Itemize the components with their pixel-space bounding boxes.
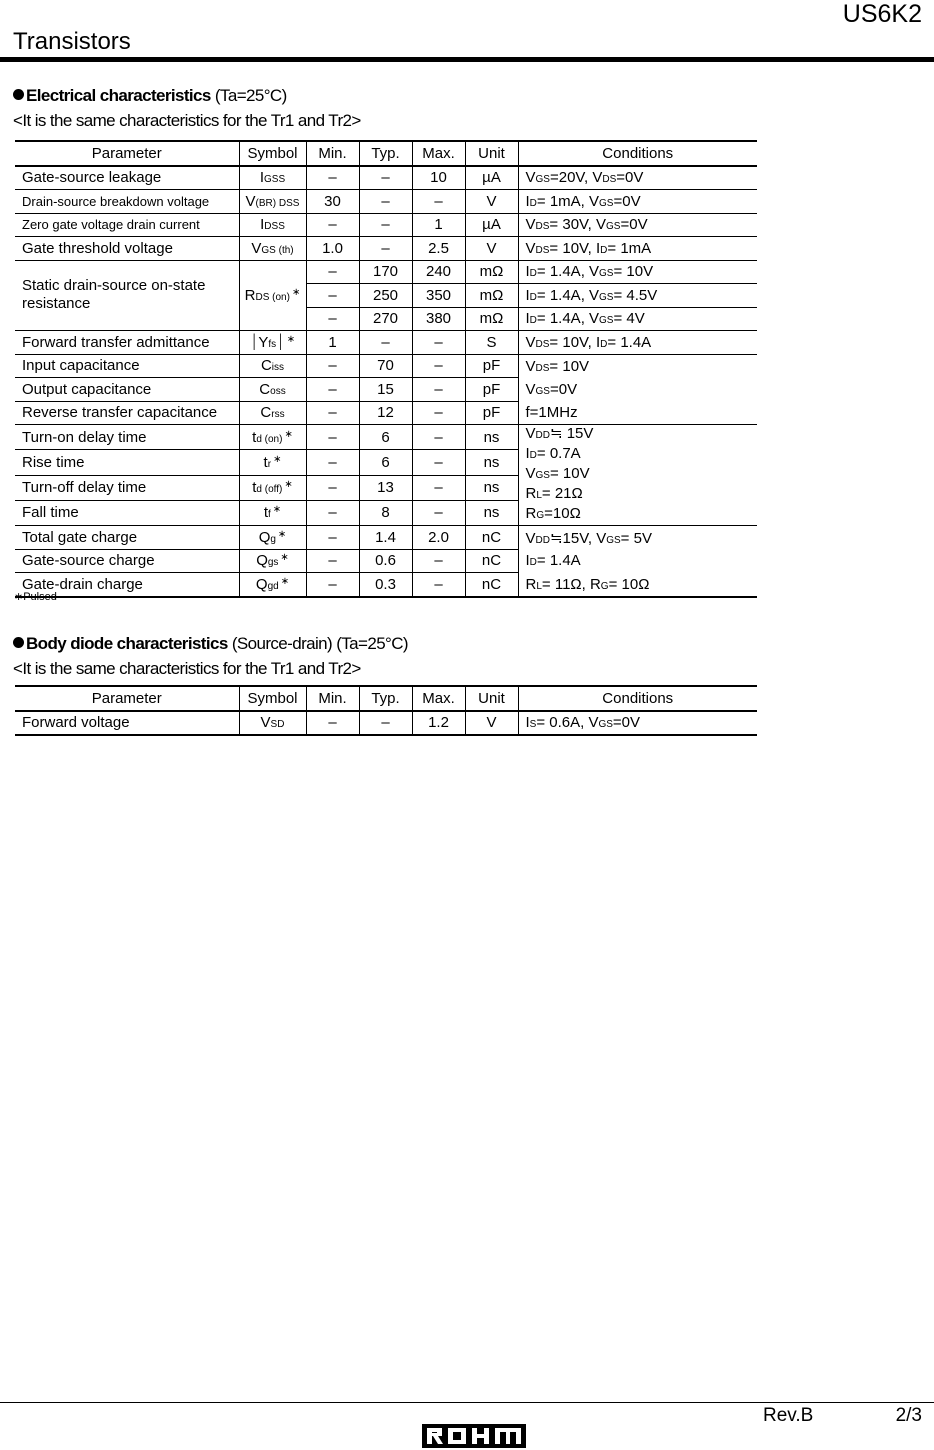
table-row: [15, 237, 757, 261]
unit-cell: mΩ: [465, 284, 518, 308]
max-cell: –: [412, 354, 465, 378]
symbol-cell: V(BR) DSS: [239, 190, 306, 214]
table-header-row: [15, 686, 757, 711]
conditions-cell: VDS= 10V, ID= 1.4A: [518, 331, 757, 355]
category-title: Transistors: [13, 28, 131, 55]
footer-rule: [0, 1402, 934, 1403]
conditions-cell: f=1MHz: [518, 401, 757, 425]
conditions-cell: ID= 1.4A: [518, 549, 757, 573]
min-cell: –: [306, 450, 359, 475]
typ-cell: 270: [359, 307, 412, 331]
max-cell: –: [412, 401, 465, 425]
max-cell: 2.0: [412, 526, 465, 550]
conditions-cell: VDD≒15V, VGS= 5V: [518, 526, 757, 550]
typ-cell: –: [359, 190, 412, 214]
param-cell: Total gate charge: [15, 526, 239, 550]
min-cell: –: [306, 378, 359, 402]
conditions-cell: VGS=0V: [518, 378, 757, 402]
min-cell: –: [306, 354, 359, 378]
min-cell: –: [306, 711, 359, 736]
param-cell: Forward transfer admittance: [15, 331, 239, 355]
revision-label: Rev.B: [763, 1405, 814, 1426]
table-row: [15, 331, 757, 355]
param-cell: Drain-source breakdown voltage: [15, 190, 239, 214]
unit-cell: ns: [465, 425, 518, 450]
column-header: Conditions: [518, 686, 757, 711]
max-cell: 10: [412, 166, 465, 190]
symbol-cell: VSD: [239, 711, 306, 736]
typ-cell: 0.6: [359, 549, 412, 573]
conditions-cell: ID= 1.4A, VGS= 10V: [518, 260, 757, 284]
unit-cell: µA: [465, 213, 518, 237]
electrical-section-title: Electrical characteristics (Ta=25°C): [13, 86, 287, 106]
symbol-cell: td (off) ∗: [239, 475, 306, 500]
table-row: [15, 425, 757, 450]
unit-cell: µA: [465, 166, 518, 190]
symbol-cell: Crss: [239, 401, 306, 425]
conditions-cell: IS= 0.6A, VGS=0V: [518, 711, 757, 736]
symbol-cell: Ciss: [239, 354, 306, 378]
column-header: Unit: [465, 141, 518, 166]
max-cell: –: [412, 331, 465, 355]
max-cell: 1: [412, 213, 465, 237]
max-cell: –: [412, 475, 465, 500]
max-cell: 380: [412, 307, 465, 331]
body-diode-table: [15, 685, 757, 736]
symbol-cell: tf ∗: [239, 500, 306, 525]
symbol-cell: ⏐Yfs⏐ ∗: [239, 331, 306, 355]
typ-cell: 250: [359, 284, 412, 308]
column-header: Typ.: [359, 141, 412, 166]
min-cell: –: [306, 284, 359, 308]
header-rule: [0, 57, 934, 62]
unit-cell: ns: [465, 500, 518, 525]
max-cell: 350: [412, 284, 465, 308]
max-cell: 1.2: [412, 711, 465, 736]
min-cell: –: [306, 425, 359, 450]
table-row: [15, 213, 757, 237]
part-number: US6K2: [842, 0, 922, 28]
bullet-dot-icon: [13, 89, 24, 100]
max-cell: –: [412, 378, 465, 402]
max-cell: –: [412, 549, 465, 573]
typ-cell: –: [359, 166, 412, 190]
min-cell: 1.0: [306, 237, 359, 261]
param-cell: Gate-source charge: [15, 549, 239, 573]
min-cell: –: [306, 573, 359, 597]
pulsed-footnote: ∗Pulsed: [14, 591, 57, 603]
conditions-cell: VGS=20V, VDS=0V: [518, 166, 757, 190]
max-cell: –: [412, 190, 465, 214]
typ-cell: 0.3: [359, 573, 412, 597]
table-row: [15, 378, 757, 402]
max-cell: 240: [412, 260, 465, 284]
min-cell: 1: [306, 331, 359, 355]
column-header: Symbol: [239, 141, 306, 166]
typ-cell: 15: [359, 378, 412, 402]
typ-cell: –: [359, 237, 412, 261]
table-row: [15, 166, 757, 190]
param-cell: Gate-drain charge: [15, 573, 239, 597]
diode-section-subtitle: <It is the same characteristics for the Tr1 and Tr2>: [13, 659, 361, 678]
table-row: [15, 573, 757, 597]
unit-cell: pF: [465, 401, 518, 425]
max-cell: –: [412, 573, 465, 597]
typ-cell: –: [359, 711, 412, 736]
table-row: [15, 549, 757, 573]
symbol-cell: Qg ∗: [239, 526, 306, 550]
column-header: Conditions: [518, 141, 757, 166]
column-header: Unit: [465, 686, 518, 711]
symbol-cell: tr ∗: [239, 450, 306, 475]
symbol-cell: Qgd ∗: [239, 573, 306, 597]
param-cell: Gate-source leakage: [15, 166, 239, 190]
rohm-logo-icon: [422, 1424, 526, 1448]
param-cell: Turn-off delay time: [15, 475, 239, 500]
param-cell: Rise time: [15, 450, 239, 475]
param-cell: Zero gate voltage drain current: [15, 213, 239, 237]
conditions-cell: VDS= 30V, VGS=0V: [518, 213, 757, 237]
electrical-characteristics-table: [15, 140, 757, 598]
unit-cell: V: [465, 711, 518, 736]
typ-cell: 6: [359, 450, 412, 475]
unit-cell: nC: [465, 549, 518, 573]
unit-cell: mΩ: [465, 260, 518, 284]
column-header: Min.: [306, 141, 359, 166]
symbol-cell: RDS (on) ∗: [239, 260, 306, 331]
param-cell: Input capacitance: [15, 354, 239, 378]
typ-cell: 12: [359, 401, 412, 425]
table-header-row: [15, 141, 757, 166]
page-number: 2/3: [895, 1405, 922, 1426]
param-cell: Gate threshold voltage: [15, 237, 239, 261]
symbol-cell: td (on) ∗: [239, 425, 306, 450]
unit-cell: ns: [465, 475, 518, 500]
unit-cell: S: [465, 331, 518, 355]
typ-cell: 1.4: [359, 526, 412, 550]
unit-cell: pF: [465, 354, 518, 378]
unit-cell: V: [465, 190, 518, 214]
unit-cell: nC: [465, 573, 518, 597]
column-header: Symbol: [239, 686, 306, 711]
electrical-section-subtitle: <It is the same characteristics for the Tr1 and Tr2>: [13, 111, 361, 130]
min-cell: –: [306, 307, 359, 331]
conditions-cell: ID= 1mA, VGS=0V: [518, 190, 757, 214]
typ-cell: 6: [359, 425, 412, 450]
table-row: [15, 354, 757, 378]
column-header: Parameter: [15, 686, 239, 711]
unit-cell: ns: [465, 450, 518, 475]
column-header: Max.: [412, 686, 465, 711]
table-row: [15, 190, 757, 214]
typ-cell: 170: [359, 260, 412, 284]
min-cell: –: [306, 549, 359, 573]
column-header: Min.: [306, 686, 359, 711]
max-cell: –: [412, 500, 465, 525]
typ-cell: –: [359, 213, 412, 237]
conditions-cell: VDS= 10V, ID= 1mA: [518, 237, 757, 261]
min-cell: –: [306, 166, 359, 190]
param-cell: Output capacitance: [15, 378, 239, 402]
min-cell: –: [306, 500, 359, 525]
typ-cell: 13: [359, 475, 412, 500]
param-cell: Static drain-source on-state resistance: [15, 260, 239, 331]
bullet-dot-icon: [13, 637, 24, 648]
max-cell: –: [412, 450, 465, 475]
min-cell: –: [306, 401, 359, 425]
table-row: [15, 526, 757, 550]
typ-cell: 8: [359, 500, 412, 525]
symbol-cell: IDSS: [239, 213, 306, 237]
unit-cell: nC: [465, 526, 518, 550]
conditions-cell: ID= 1.4A, VGS= 4.5V: [518, 284, 757, 308]
symbol-cell: VGS (th): [239, 237, 306, 261]
column-header: Parameter: [15, 141, 239, 166]
min-cell: –: [306, 475, 359, 500]
min-cell: 30: [306, 190, 359, 214]
typ-cell: 70: [359, 354, 412, 378]
symbol-cell: Qgs ∗: [239, 549, 306, 573]
min-cell: –: [306, 526, 359, 550]
column-header: Typ.: [359, 686, 412, 711]
column-header: Max.: [412, 141, 465, 166]
conditions-cell: ID= 1.4A, VGS= 4V: [518, 307, 757, 331]
unit-cell: pF: [465, 378, 518, 402]
conditions-cell: RL= 11Ω, RG= 10Ω: [518, 573, 757, 597]
min-cell: –: [306, 213, 359, 237]
table-row: [15, 711, 757, 736]
table-row: [15, 260, 757, 284]
conditions-cell: VDD≒ 15V ID= 0.7A VGS= 10V RL= 21Ω RG=10Ω: [518, 425, 757, 526]
symbol-cell: Coss: [239, 378, 306, 402]
min-cell: –: [306, 260, 359, 284]
param-cell: Reverse transfer capacitance: [15, 401, 239, 425]
unit-cell: mΩ: [465, 307, 518, 331]
max-cell: –: [412, 425, 465, 450]
diode-section-title: Body diode characteristics (Source-drain) (Ta=25°C): [13, 634, 408, 654]
unit-cell: V: [465, 237, 518, 261]
param-cell: Turn-on delay time: [15, 425, 239, 450]
table-row: [15, 401, 757, 425]
typ-cell: –: [359, 331, 412, 355]
conditions-cell: VDS= 10V: [518, 354, 757, 378]
param-cell: Forward voltage: [15, 711, 239, 736]
param-cell: Fall time: [15, 500, 239, 525]
symbol-cell: IGSS: [239, 166, 306, 190]
max-cell: 2.5: [412, 237, 465, 261]
